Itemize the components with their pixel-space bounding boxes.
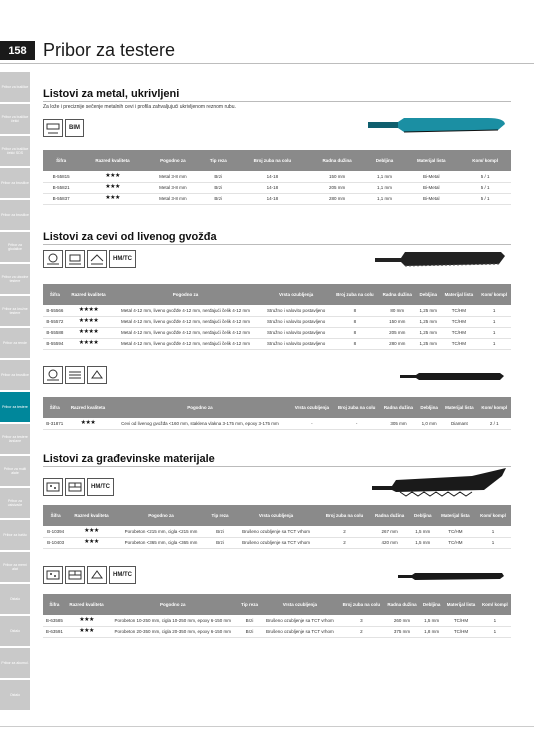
footer-divider (0, 726, 534, 727)
table-cell: Brušeno ozubljenje sa TCT vrhom (233, 526, 320, 537)
table-cell: ★★★ (67, 418, 110, 429)
table-cell: ★★★ (66, 626, 108, 637)
table-cell: Cevi od livenog gvožđa <160 mm, staklena vlakna 3-175 mm, epoxy 3-175 mm (109, 418, 290, 429)
icon-row-cast-iron (43, 250, 136, 268)
column-header: Materijal lista (436, 505, 475, 526)
icon-row-diamond (43, 366, 107, 384)
table-cell: B-55572 (43, 316, 67, 327)
sidebar-tab[interactable]: Pribor za usisivače (0, 488, 30, 518)
table-cell: 3 (339, 615, 384, 626)
table-cell: 14-18 (236, 193, 308, 204)
stainless-icon (65, 250, 85, 268)
table-cell: 305 mm (380, 418, 417, 429)
table-cell: 1,0 mm (417, 418, 441, 429)
table-cell: 1,1 mm (366, 171, 403, 182)
table-cell: 5 / 1 (459, 171, 511, 182)
table-cell: Brzi (207, 526, 232, 537)
table-header-row (43, 505, 511, 526)
column-header: Razred kvaliteta (79, 150, 145, 171)
metal-icon (43, 119, 63, 137)
sidebar-tab[interactable]: Pribor za merni alat (0, 552, 30, 582)
section-description: Za lože i preciznije sečenje metalnih cevi i profila zahvaljujući ukrivljenom reznom rubu. (43, 104, 236, 110)
column-header: Radna dužina (380, 397, 417, 418)
table-cell: Bi-Metal (403, 171, 459, 182)
column-header: Materijal lista (443, 594, 478, 615)
table-cell: 1,1 mm (366, 182, 403, 193)
column-header: Broj zuba na colu (236, 150, 308, 171)
column-header: Vrsta ozubljenja (261, 284, 332, 305)
table-cell: 1 (475, 526, 511, 537)
table-cell: Porobeton <215 mm, cigla <215 mm (115, 526, 208, 537)
table-diamond (43, 397, 511, 430)
column-header: Tip reza (200, 150, 236, 171)
table-cell: Stružno i valovito postavljeno (261, 338, 332, 349)
hm-tc-icon: HM/TC (87, 478, 114, 496)
table-cell: 1,25 mm (416, 305, 440, 316)
metal-blade-image (368, 114, 506, 136)
table-cell: TC/HM (440, 316, 477, 327)
column-header: Materijal lista (403, 150, 459, 171)
table-cell: Metal 3-8 mm (146, 193, 201, 204)
table-cell: 14-18 (236, 182, 308, 193)
table-cell: 2 (319, 526, 369, 537)
table-row (43, 418, 511, 429)
table-cell: 205 mm (378, 327, 416, 338)
table-cell: Metal 3-8 mm (146, 182, 201, 193)
table-header-row (43, 150, 511, 171)
column-header: Kom/ kompl (477, 284, 511, 305)
sidebar (0, 72, 30, 712)
table-cell: Metal 4-12 mm, liveno gvožđe 4-12 mm, nerđajući čelik 4-12 mm (110, 316, 261, 327)
sidebar-tab[interactable]: Ostalo (0, 584, 30, 614)
table-cell: 5 / 1 (459, 182, 511, 193)
column-header: Šifra (43, 505, 68, 526)
sidebar-tab[interactable]: Pribor za multi alate (0, 456, 30, 486)
table-row (43, 615, 511, 626)
column-header: Pogodno za (107, 594, 238, 615)
table-cell: 8 (331, 316, 378, 327)
table-cell: 5 / 1 (459, 193, 511, 204)
fiberglass-icon (65, 366, 85, 384)
sidebar-tab[interactable]: Pribor za baštu (0, 520, 30, 550)
table-cell: Bi-Metal (403, 193, 459, 204)
hm-tc-icon: HM/TC (109, 250, 136, 268)
table-cell: Brzi (200, 182, 236, 193)
sidebar-tab[interactable]: Pribor za glodalice (0, 232, 30, 262)
table-cell: 1 (479, 615, 511, 626)
column-header: Radna dužina (378, 284, 416, 305)
sidebar-tab[interactable]: Pribor za brusilice (0, 360, 30, 390)
table-cell: 1 (477, 338, 511, 349)
table-row (43, 537, 511, 548)
brick-icon (65, 478, 85, 496)
table-cell: Stružno i valovito postavljeno (261, 305, 332, 316)
table-cell: 267 mm (370, 526, 410, 537)
column-header: Razred kvaliteta (67, 284, 110, 305)
column-header: Vrsta ozubljenja (291, 397, 334, 418)
column-header: Debljina (410, 505, 436, 526)
metal-icon (87, 250, 107, 268)
column-header: Šifra (43, 594, 66, 615)
table-cell: 1,25 mm (416, 338, 440, 349)
table-cell: Metal 4-12 mm, liveno gvožđe 4-12 mm, nerđajući čelik 4-12 mm (110, 338, 261, 349)
table-construction-2 (43, 594, 511, 638)
column-header: Broj zuba na colu (331, 284, 378, 305)
table-cell: ★★★ (66, 615, 108, 626)
column-header: Vrsta ozubljenja (233, 505, 320, 526)
table-cell: 8 (331, 305, 378, 316)
table-cell: 150 mm (378, 316, 416, 327)
table-cell: 1 (477, 305, 511, 316)
aerated-concrete-icon (43, 566, 63, 584)
icon-row-construction-2 (43, 566, 136, 584)
hm-tc-icon: HM/TC (109, 566, 136, 584)
table-cell: ★★★★ (67, 327, 110, 338)
table-cell: 1 (477, 327, 511, 338)
table-row (43, 526, 511, 537)
section-title-cast-iron: Listovi za cevi od livenog gvožđa (43, 231, 217, 243)
epoxy-icon (87, 366, 107, 384)
table-row (43, 626, 511, 637)
table-cell: Metal 4-12 mm, liveno gvožđe 4-12 mm, nerđajući čelik 4-12 mm (110, 305, 261, 316)
table-cell: TC/HM (440, 338, 477, 349)
column-header: Tip reza (238, 594, 261, 615)
column-header: Pogodno za (146, 150, 201, 171)
table-cell: Porobeton 20-350 mm, cigla 20-350 mm, epoxy 6-150 mm (107, 626, 238, 637)
table-cell: ★★★ (68, 526, 114, 537)
table-cell: TC/HM (443, 626, 478, 637)
column-header: Radna dužina (384, 594, 420, 615)
table-construction (43, 505, 511, 549)
table-row (43, 171, 511, 182)
table-cell: 1,25 mm (416, 316, 440, 327)
table-cell: 205 mm (308, 182, 366, 193)
table-cell: B-55588 (43, 327, 67, 338)
column-header: Šifra (43, 397, 67, 418)
table-cell: 80 mm (378, 305, 416, 316)
icon-row-metal (43, 119, 84, 137)
table-cell: Porobeton <365 mm, cigla <365 mm (115, 537, 208, 548)
table-cell: Brzi (238, 615, 261, 626)
column-header: Kom/ kompl (475, 505, 511, 526)
table-cell: 1 (475, 537, 511, 548)
cast-iron-icon (43, 366, 63, 384)
table-cell: 1,25 mm (416, 327, 440, 338)
table-cell: 1,1 mm (366, 193, 403, 204)
table-cell: TC/HM (436, 526, 475, 537)
table-cell: 14-18 (236, 171, 308, 182)
sidebar-tab[interactable]: Pribor za rende (0, 328, 30, 358)
table-cast-iron (43, 284, 511, 350)
column-header: Broj zuba na colu (319, 505, 369, 526)
cast-iron-icon (43, 250, 63, 268)
column-header: Debljina (366, 150, 403, 171)
column-header: Šifra (43, 150, 79, 171)
table-cell: ★★★★ (67, 338, 110, 349)
column-header: Razred kvaliteta (67, 397, 110, 418)
sidebar-tab[interactable]: Ostalo (0, 680, 30, 710)
page-title: Pribor za testere (43, 40, 176, 60)
column-header: Pogodno za (109, 397, 290, 418)
table-cell: B-63591 (43, 626, 66, 637)
column-header: Šifra (43, 284, 67, 305)
table-row (43, 338, 511, 349)
table-cell: B-31871 (43, 418, 67, 429)
table-cell: Brzi (207, 537, 232, 548)
table-cell: Bi-Metal (403, 182, 459, 193)
table-cell: TC/HM (440, 305, 477, 316)
table-cell: Brzi (238, 626, 261, 637)
column-header: Kom/ kompl (479, 594, 511, 615)
table-header-row (43, 397, 511, 418)
table-cell: ★★★ (79, 182, 145, 193)
table-cell: B-10394 (43, 526, 68, 537)
table-cell: TC/HM (440, 327, 477, 338)
table-cell: Stružno i valovito postavljeno (261, 316, 332, 327)
table-cell: Brušeno ozubljenje sa TCT vrhom (261, 615, 339, 626)
aerated-concrete-icon (43, 478, 63, 496)
page-number: 158 (0, 41, 35, 60)
column-header: Broj zuba na colu (333, 397, 379, 418)
table-cell: 2 (339, 626, 384, 637)
table-cell: ★★★ (79, 171, 145, 182)
table-cell: Metal 3-8 mm (146, 171, 201, 182)
table-cell: Brzi (200, 193, 236, 204)
section-divider (43, 244, 511, 245)
column-header: Vrsta ozubljenja (261, 594, 339, 615)
sidebar-tab[interactable]: Pribor za bušilice (0, 72, 30, 102)
column-header: Debljina (420, 594, 443, 615)
sidebar-tab[interactable]: Pribor za ubodne testere (0, 264, 30, 294)
table-cell: B-55815 (43, 171, 79, 182)
table-row (43, 182, 511, 193)
diamond-blade-image (400, 370, 506, 384)
column-header: Debljina (417, 397, 441, 418)
table-cell: 1,8 mm (420, 626, 443, 637)
table-cell: TC/HM (436, 537, 475, 548)
table-cell: Brzi (200, 171, 236, 182)
construction-blade-large-image (372, 466, 508, 498)
table-cell: 375 mm (384, 626, 420, 637)
column-header: Razred kvaliteta (68, 505, 114, 526)
table-cell: 1,5 mm (410, 537, 436, 548)
table-cell: 420 mm (370, 537, 410, 548)
table-row (43, 305, 511, 316)
icon-row-construction (43, 478, 114, 496)
table-cell: Brušeno ozubljenje sa TCT vrhom (261, 626, 339, 637)
table-cell: 2 (319, 537, 369, 548)
column-header: Materijal lista (441, 397, 477, 418)
sidebar-tab[interactable]: Pribor za kružne testere (0, 296, 30, 326)
table-cell: Diamant (441, 418, 477, 429)
table-cell: B-55594 (43, 338, 67, 349)
header-divider (0, 63, 534, 64)
sidebar-tab[interactable]: Pribor za brusilice (0, 200, 30, 230)
table-cell: 8 (331, 338, 378, 349)
bim-icon: BIM (65, 119, 84, 137)
brick-icon (65, 566, 85, 584)
column-header: Debljina (416, 284, 440, 305)
sidebar-tab[interactable]: Pribor za testere lančane (0, 424, 30, 454)
table-cell: TC/HM (443, 615, 478, 626)
table-cell: - (333, 418, 379, 429)
column-header: Radna dužina (308, 150, 366, 171)
table-cell: 150 mm (308, 171, 366, 182)
column-header: Tip reza (207, 505, 232, 526)
table-cell: Brušeno ozubljenje sa TCT vrhom (233, 537, 320, 548)
construction-blade-small-image (398, 570, 506, 584)
table-cell: Stružno i valovito postavljeno (261, 327, 332, 338)
column-header: Pogodno za (115, 505, 208, 526)
table-cell: 280 mm (308, 193, 366, 204)
table-row (43, 316, 511, 327)
column-header: Kom/ kompl (459, 150, 511, 171)
table-cell: 2 / 1 (478, 418, 511, 429)
table-header-row (43, 594, 511, 615)
column-header: Materijal lista (440, 284, 477, 305)
sidebar-tab[interactable]: Pribor za bušilice čekić SDS (0, 136, 30, 166)
epoxy-icon (87, 566, 107, 584)
table-cell: B-55837 (43, 193, 79, 204)
sidebar-tab[interactable]: Pribor za testere (0, 392, 30, 422)
column-header: Radna dužina (370, 505, 410, 526)
table-metal (43, 150, 511, 205)
column-header: Broj zuba na colu (339, 594, 384, 615)
table-cell: ★★★★ (67, 305, 110, 316)
section-divider (43, 101, 511, 102)
table-cell: 1 (479, 626, 511, 637)
table-cell: B-10403 (43, 537, 68, 548)
table-cell: ★★★★ (67, 316, 110, 327)
section-title-construction: Listovi za građevinske materijale (43, 453, 215, 465)
table-cell: B-55821 (43, 182, 79, 193)
column-header: Pogodno za (110, 284, 261, 305)
table-cell: B-55566 (43, 305, 67, 316)
sidebar-tab[interactable]: Pribor za bušilice čekić (0, 104, 30, 134)
table-row (43, 327, 511, 338)
table-row (43, 193, 511, 204)
sidebar-tab[interactable]: Pribor za akumul. (0, 648, 30, 678)
sidebar-tab[interactable]: Pribor za brusilice (0, 168, 30, 198)
table-cell: 1,5 mm (410, 526, 436, 537)
sidebar-tab[interactable]: Ostalo (0, 616, 30, 646)
table-cell: 280 mm (378, 338, 416, 349)
table-cell: 8 (331, 327, 378, 338)
table-cell: 1 (477, 316, 511, 327)
table-cell: 1,5 mm (420, 615, 443, 626)
table-cell: Metal 4-12 mm, liveno gvožđe 4-12 mm, nerđajući čelik 4-12 mm (110, 327, 261, 338)
table-cell: ★★★ (79, 193, 145, 204)
table-cell: - (291, 418, 334, 429)
section-title-metal: Listovi za metal, ukrivljeni (43, 88, 180, 100)
table-header-row (43, 284, 511, 305)
table-cell: 260 mm (384, 615, 420, 626)
table-cell: B-63585 (43, 615, 66, 626)
column-header: Kom/ kompl (478, 397, 511, 418)
table-cell: Porobeton 10-250 mm, cigla 10-250 mm, epoxy 6-150 mm (107, 615, 238, 626)
cast-iron-blade-image (375, 246, 507, 272)
column-header: Razred kvaliteta (66, 594, 108, 615)
table-cell: ★★★ (68, 537, 114, 548)
